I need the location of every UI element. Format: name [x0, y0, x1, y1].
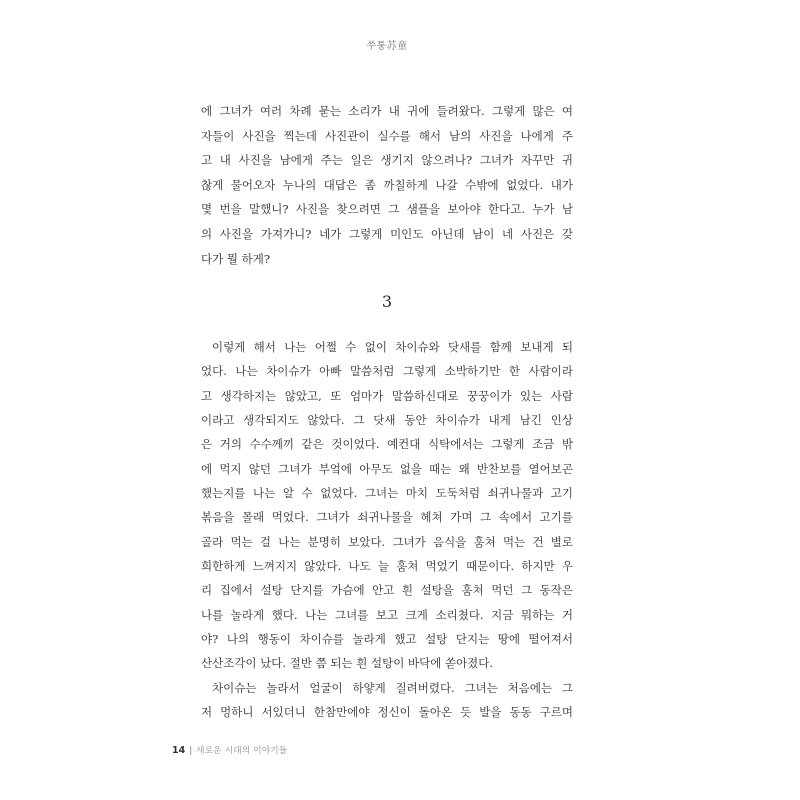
text-line: 은 거의 수수께끼 같은 것이었다. 예컨대 식탁에서는 그렇게 조금 밖 — [201, 437, 573, 452]
text-line: 고 내 사진을 남에게 주는 일은 생기지 않으려나? 그녀가 자꾸만 귀 — [201, 153, 573, 168]
footer-separator: | — [189, 746, 193, 756]
paragraph — [201, 676, 573, 725]
text-line: 야? 나의 행동이 차이슈를 놀라게 했고 설탕 단지는 땅에 떨어져서 — [201, 632, 573, 647]
text-line: 고 생각하지는 않았고, 또 엄마가 말씀하신대로 꿍꿍이가 있는 사람 — [201, 388, 573, 403]
running-header-author: 쑤퉁苏童 — [366, 41, 408, 52]
text-line: 했는지를 나는 알 수 없었다. 그녀는 마치 도둑처럼 쇠귀나물과 고기 — [201, 486, 573, 501]
text-line: 몇 번을 말했니? 사진을 찾으려면 그 샘플을 보아야 한다고. 누가 남 — [201, 202, 573, 217]
text-line: 었다. 나는 차이슈가 아빠 말씀처럼 그렇게 소박하기만 한 사람이라 — [201, 364, 573, 379]
text-line: 저 멍하니 서있더니 한참만에야 정신이 돌아온 듯 발을 동동 구르며 — [201, 705, 573, 720]
paragraph — [201, 335, 573, 676]
text-line: 찮게 물어오자 누나의 대답은 좀 까칠하게 나갈 수밖에 없었다. 내가 — [201, 177, 573, 192]
text-line: 골라 먹는 걸 나는 분명히 보았다. 그녀가 음식을 훔쳐 먹는 건 별로 — [201, 534, 573, 549]
text-line: 볶음을 몰래 먹었다. 그녀가 쇠귀나물을 헤쳐 가며 그 속에서 고기를 — [201, 510, 573, 525]
paragraph — [201, 99, 573, 271]
text-line: 의 사진을 가져가니? 네가 그렇게 미인도 아닌데 남이 네 사진은 갖 — [201, 226, 573, 241]
text-line: 희한하게 느껴지지 않았다. 나도 늘 훔쳐 먹었기 때문이다. 하지만 우 — [201, 559, 573, 574]
page-footer — [172, 741, 287, 755]
page-number: 14 — [172, 745, 186, 756]
text-line: 에 먹지 않던 그녀가 부엌에 아무도 없을 때는 왜 반찬보를 열어보곤 — [201, 461, 573, 476]
text-line: 자들이 사진을 찍는데 사진관이 실수를 해서 남의 사진을 나에게 주 — [201, 128, 573, 143]
text-line: 다가 뭘 하게? — [201, 251, 271, 266]
text-line: 나를 놀라게 했다. 나는 그녀를 보고 크게 소리쳤다. 지금 뭐하는 거 — [201, 607, 573, 622]
section-number: 3 — [381, 292, 393, 311]
text-line: 이라고 생각되지도 않았다. 그 닷새 동안 차이슈가 내게 남긴 인상 — [201, 413, 573, 428]
book-title: 새로운 시대의 이야기들 — [196, 746, 288, 756]
text-line: 차이슈는 놀라서 얼굴이 하얗게 질려버렸다. 그녀는 처음에는 그 — [212, 680, 573, 695]
text-line: 산산조각이 났다. 절반 쯤 되는 흰 설탕이 바닥에 쏟아졌다. — [201, 656, 494, 671]
text-line: 리 집에서 설탕 단지를 가슴에 안고 흰 설탕을 훔쳐 먹던 그 동작은 — [201, 583, 573, 598]
body-text — [201, 335, 573, 725]
text-line: 이렇게 해서 나는 어쩔 수 없이 차이슈와 닷새를 함께 보내게 되 — [212, 340, 573, 354]
text-line: 에 그녀가 여러 차례 묻는 소리가 내 귀에 들려왔다. 그렇게 많은 여 — [201, 104, 573, 118]
